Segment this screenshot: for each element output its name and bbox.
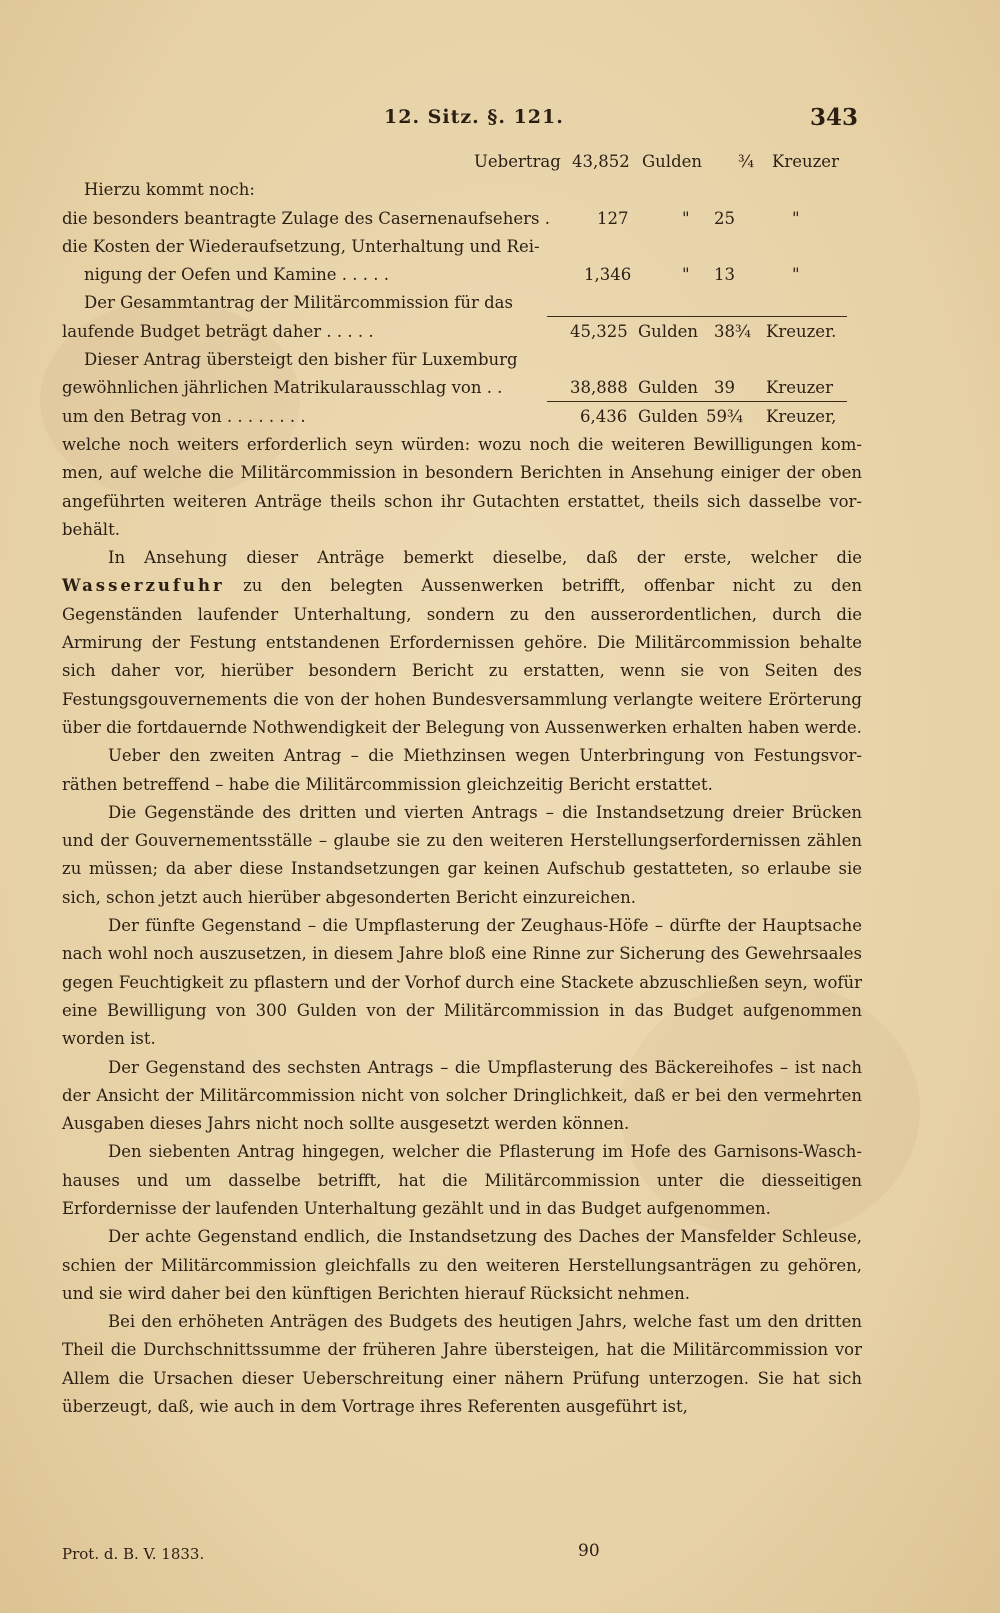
item-text: nigung der Oefen und Kamine . . . . .: [84, 265, 390, 285]
total-unit-gulden: Gulden: [638, 321, 699, 341]
ditto-mark: ": [792, 265, 800, 285]
ledger-total-row: [62, 318, 862, 346]
ledger-matric-row: [62, 374, 862, 402]
carried-amount: 43,852: [572, 152, 630, 171]
ledger-item-row: [62, 205, 862, 233]
ditto-mark: ": [792, 208, 800, 228]
matric-unit-kreuzer: Kreuzer: [766, 378, 833, 398]
ledger-carried-row: [62, 148, 862, 176]
total-text-line1: Der Gesammtantrag der Militärcommission für das: [84, 293, 513, 313]
paragraph-continuation: welche noch weiters erforderlich seyn würden: wozu noch die weiteren Bewilligungen kommen, auf welche die Militärcommission in besondern Berichten in Ansehung einiger der oben angeführten weiteren Anträge theils schon ihr Gutachten erstattet, theils sich dasselbe vorbehält.: [62, 434, 862, 539]
exceed-text: Dieser Antrag übersteigt den bisher für Luxemburg: [84, 350, 518, 370]
item-text: die besonders beantragte Zulage des Casernenaufsehers .: [62, 208, 550, 228]
diff-kreuzer: 59¾: [706, 406, 743, 426]
page-number: 343: [810, 104, 859, 131]
carried-unit-gulden: Gulden: [642, 152, 703, 171]
paragraph-fifth-motion: Der fünfte Gegenstand – die Umpflasterung der Zeughaus-Höfe – dürfte der Hauptsache nach wohl noch auszusetzen, in diesem Jahre bloß eine Rinne zur Sicherung des Gewehrsaales gegen Feuchtigkeit zu pflastern und der Vorhof durch eine Stackete abzuschließen seyn, wofür eine Bewilligung von 300 Gulden von der Militärcommission in das Budget aufgenommen worden ist.: [62, 916, 862, 1049]
ledger-text-row: [62, 346, 862, 374]
ledger-item-row: [62, 261, 862, 289]
diff-unit-gulden: Gulden: [638, 406, 699, 426]
matric-amount: 38,888: [570, 378, 628, 398]
matric-kreuzer: 39: [714, 378, 735, 398]
page-footer: [0, 1541, 1000, 1575]
carried-unit-kreuzer: Kreuzer: [772, 152, 839, 171]
ditto-mark: ": [682, 208, 690, 228]
diff-amount: 6,436: [580, 406, 628, 426]
total-kreuzer: 38¾: [714, 321, 751, 341]
paragraph-sixth-motion: Der Gegenstand des sechsten Antrags – die Umpflasterung des Bäckereihofes – ist nach der Ansicht der Militärcommission nicht von solcher Dringlichkeit, daß er bei den vermehrten Ausgaben dieses Jahrs nicht noch sollte ausgesetzt werden können.: [62, 1057, 862, 1134]
ledger-total-row: [62, 289, 862, 317]
ledger-intro-row: [62, 176, 862, 204]
total-text: laufende Budget beträgt daher . . . . .: [62, 321, 374, 341]
item-amount: 1,346: [584, 265, 632, 285]
paragraph-text: In Ansehung dieser Anträge bemerkt dieselbe, daß der erste, welcher die: [108, 548, 862, 568]
diff-text: um den Betrag von . . . . . . . .: [62, 406, 306, 426]
emphasized-term: Wasserzufuhr: [62, 576, 225, 596]
paragraph-third-fourth-motion: Die Gegenstände des dritten und vierten Antrags – die Instandsetzung dreier Brücken und der Gouvernementsställe – glaube sie zu den weiteren Herstellungserfordernissen zählen zu müssen; da aber diese Instandsetzungen gar keinen Aufschub gestatteten, so erlaube sie sich, schon jetzt auch hierüber abgesonderten Bericht einzureichen.: [62, 802, 862, 907]
diff-unit-kreuzer: Kreuzer,: [766, 406, 837, 426]
carried-label: Uebertrag: [474, 152, 561, 171]
item-kreuzer: 13: [714, 265, 735, 285]
paragraph-first-motion: [62, 544, 862, 742]
total-amount: 45,325: [570, 321, 628, 341]
carried-fraction: ¾: [738, 152, 754, 171]
sheet-signature: 90: [578, 1541, 600, 1561]
ditto-mark: ": [682, 265, 690, 285]
ledger-diff-row: [62, 403, 862, 431]
ledger-intro: Hierzu kommt noch:: [84, 180, 255, 200]
paragraph-seventh-motion: Den siebenten Antrag hingegen, welcher die Pflasterung im Hofe des Garnisons-Waschhauses und um dasselbe betrifft, hat die Militärcommission unter die diesseitigen Erfordernisse der laufenden Unterhaltung gezählt und in das Budget aufgenommen.: [62, 1142, 862, 1218]
protocol-reference: Prot. d. B. V. 1833.: [62, 1545, 205, 1563]
item-kreuzer: 25: [714, 208, 735, 228]
item-amount: 127: [597, 208, 629, 228]
session-heading: 12. Sitz. §. 121.: [384, 106, 564, 128]
paragraph-budget-review: Bei den erhöheten Anträgen des Budgets des heutigen Jahrs, welche fast um den dritten Theil die Durchschnittssumme der früheren Jahre übersteigen, hat die Militärcommission vor Allem die Ursachen dieser Ueberschreitung einer nähern Prüfung unterzogen. Sie hat sich überzeugt, daß, wie auch in dem Vortrage ihres Referenten ausgeführt ist,: [62, 1312, 862, 1417]
running-header: [0, 106, 1000, 146]
matric-text: gewöhnlichen jährlichen Matrikularausschlag von . .: [62, 378, 503, 398]
matric-unit-gulden: Gulden: [638, 378, 699, 398]
total-unit-kreuzer: Kreuzer.: [766, 321, 837, 341]
page-body: [62, 148, 862, 1421]
paragraph-second-motion: Ueber den zweiten Antrag – die Miethzinsen wegen Unterbringung von Festungsvorräthen betreffend – habe die Militärcommission gleichzeitig Bericht erstattet.: [62, 746, 862, 794]
ledger-item-row: [62, 233, 862, 261]
item-text: die Kosten der Wiederaufsetzung, Unterhaltung und Rei-: [62, 236, 540, 256]
paragraph-eighth-motion: Der achte Gegenstand endlich, die Instandsetzung des Daches der Mansfelder Schleuse, schien der Militärcommission gleichfalls zu den weiteren Herstellungsanträgen zu gehören, und sie wird daher bei den künftigen Berichten hierauf Rücksicht nehmen.: [62, 1227, 862, 1303]
paragraph-text: zu den belegten Aussenwerken betrifft, offenbar nicht zu den Gegenständen laufender Unterhaltung, sondern zu den ausserordentlichen, durch die Armirung der Festung entstandenen Erfordernissen gehöre. Die Militärcommission behalte sich daher vor, hierüber besondern Bericht zu erstatten, wenn sie von Seiten des Festungsgouvernements die von der hohen Bundesversammlung verlangte weitere Erörterung über die fortdauernde Nothwendigkeit der Belegung von Aussenwerken erhalten haben werde.: [62, 576, 863, 737]
